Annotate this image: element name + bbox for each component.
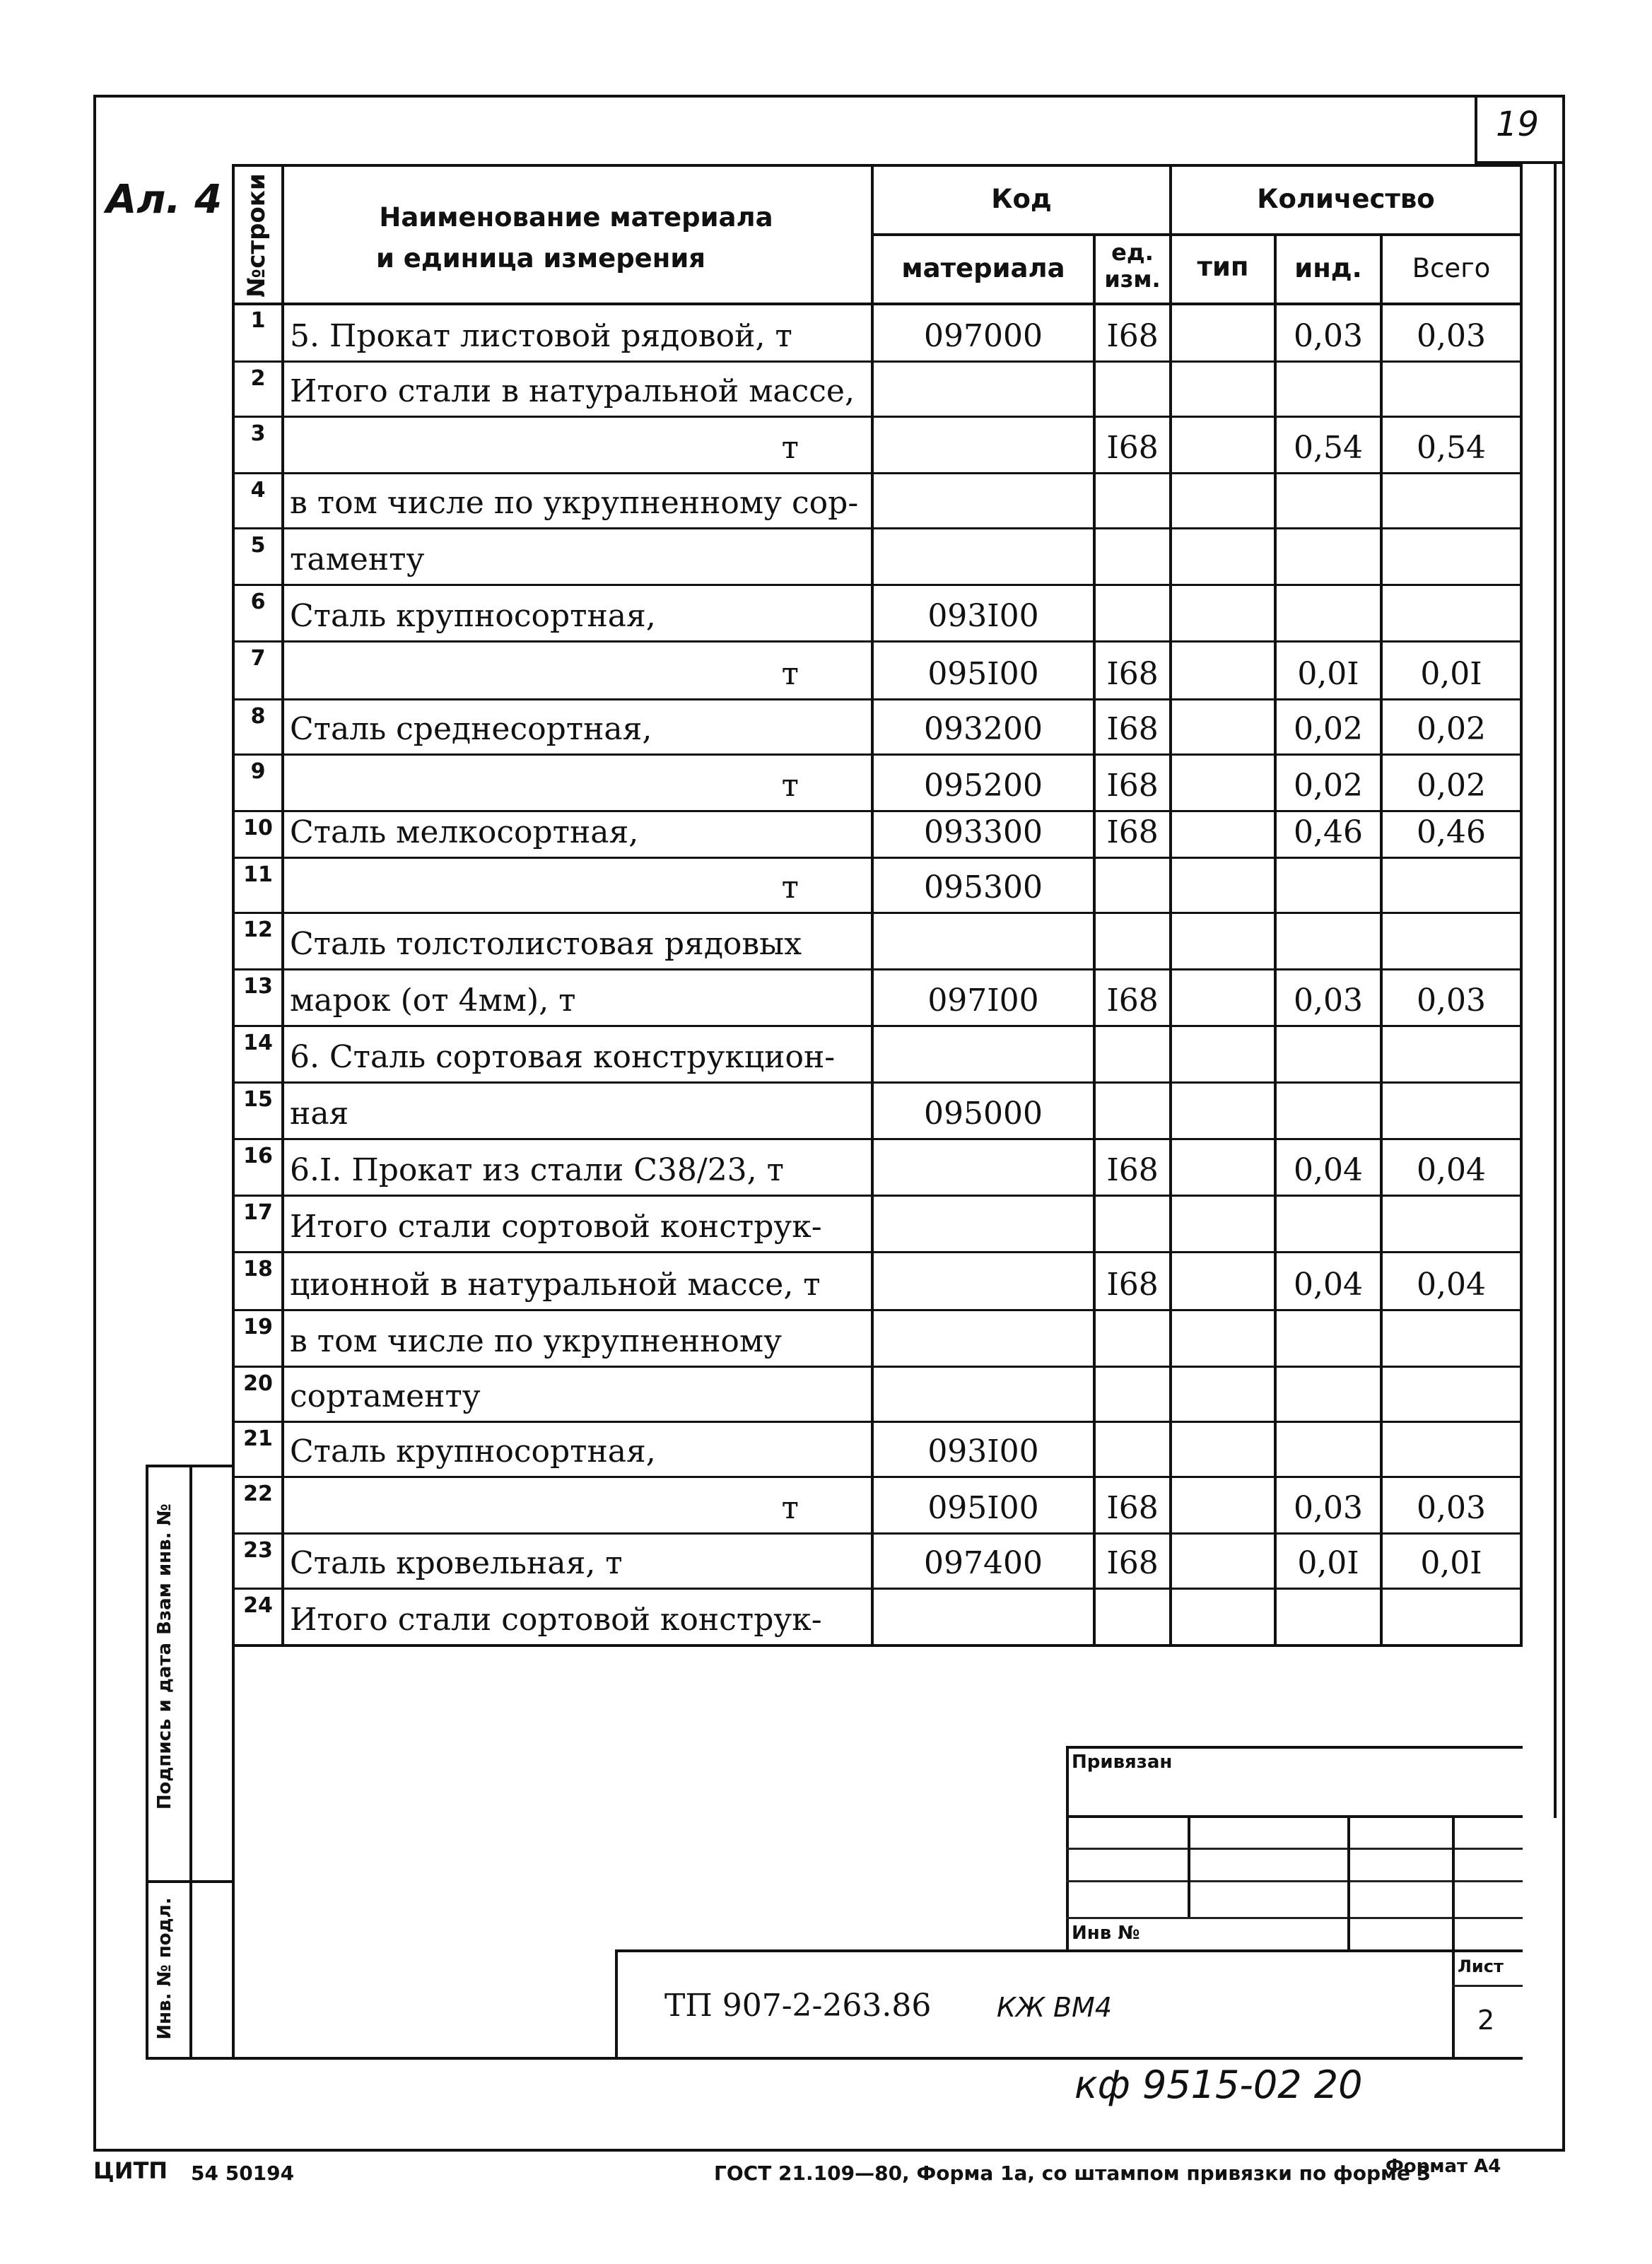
cell-code: 095300 — [924, 869, 1043, 905]
cell-ind: 0,04 — [1294, 1267, 1363, 1303]
cell-ind: 0,46 — [1294, 814, 1363, 850]
cell-name: 6.I. Прокат из стали С38/23, т — [290, 1152, 784, 1188]
header-quantity: Количество — [1257, 184, 1435, 214]
cell-name: 5. Прокат листовой рядовой, т — [290, 318, 792, 354]
cell-total: 0,03 — [1417, 318, 1486, 354]
cell-code: 095I00 — [927, 1490, 1039, 1526]
cell-no: 1 — [250, 308, 266, 333]
cell-no: 13 — [243, 974, 273, 999]
cell-unit: I68 — [1106, 656, 1159, 692]
cell-name: Сталь крупносортная, — [290, 598, 656, 634]
cell-no: 24 — [243, 1593, 273, 1618]
cell-no: 17 — [243, 1200, 273, 1225]
cell-no: 8 — [250, 704, 266, 729]
stamp-inv-no: Инв № — [1072, 1923, 1140, 1944]
cell-name: Сталь мелкосортная, — [290, 814, 639, 850]
cell-name: в том числе по укрупненному сор- — [290, 485, 859, 521]
cell-no: 12 — [243, 917, 273, 942]
side-replace-inv: Взам инв. № — [154, 1503, 175, 1635]
archive-number: кф 9515-02 20 — [1074, 2063, 1363, 2107]
cell-code: 093200 — [924, 711, 1043, 747]
cell-code: 093I00 — [927, 598, 1039, 634]
cell-name: ная — [290, 1096, 349, 1132]
cell-name: таменту — [290, 541, 425, 577]
cell-unit: I68 — [1106, 318, 1159, 354]
cell-unit: I68 — [1106, 711, 1159, 747]
cell-unit: I68 — [1106, 430, 1159, 466]
cell-name: Сталь толстолистовая рядовых — [290, 926, 802, 962]
cell-name: т — [781, 869, 799, 905]
cell-name: Итого стали сортовой конструк- — [290, 1602, 822, 1638]
cell-ind: 0,03 — [1294, 983, 1363, 1019]
cell-no: 3 — [250, 421, 266, 446]
footer-left: ЦИТП — [93, 2157, 168, 2184]
cell-name: т — [781, 1490, 799, 1526]
footer-left-number: 54 50194 — [191, 2162, 295, 2185]
cell-code: 095200 — [924, 768, 1043, 804]
header-qty-total: Всего — [1412, 253, 1491, 283]
header-code-unit-1: ед. — [1111, 239, 1154, 266]
footer-format: Формат А4 — [1386, 2156, 1501, 2177]
header-code-material: материала — [901, 253, 1065, 283]
cell-ind: 0,54 — [1294, 430, 1363, 466]
stamp-attached: Привязан — [1072, 1752, 1173, 1773]
stamp-sheet-label: Лист — [1458, 1957, 1504, 1976]
cell-no: 15 — [243, 1087, 273, 1112]
cell-no: 10 — [243, 816, 273, 840]
cell-code: 097I00 — [927, 983, 1039, 1019]
cell-unit: I68 — [1106, 1490, 1159, 1526]
cell-total: 0,02 — [1417, 711, 1486, 747]
cell-code: 093I00 — [927, 1433, 1039, 1470]
cell-ind: 0,03 — [1294, 1490, 1363, 1526]
cell-code: 093300 — [924, 814, 1043, 850]
cell-name: ционной в натуральной массе, т — [290, 1267, 821, 1303]
cell-total: 0,54 — [1417, 430, 1486, 466]
cell-name: в том числе по укрупненному — [290, 1323, 783, 1359]
cell-total: 0,03 — [1417, 1490, 1486, 1526]
cell-total: 0,46 — [1417, 814, 1486, 850]
cell-no: 7 — [250, 646, 266, 671]
side-inv-orig: Инв. № подл. — [154, 1897, 175, 2040]
cell-no: 6 — [250, 590, 266, 614]
cell-total: 0,0I — [1420, 656, 1482, 692]
corner-annotation: Ал. 4 — [106, 177, 223, 223]
footer-gost: ГОСТ 21.109—80, Форма 1а, со штампом привязки по форме 3 — [714, 2162, 1431, 2185]
cell-no: 20 — [243, 1371, 273, 1396]
header-code: Код — [991, 184, 1052, 214]
cell-name: т — [781, 656, 799, 692]
cell-name: Сталь крупносортная, — [290, 1433, 656, 1470]
header-qty-ind: инд. — [1294, 253, 1362, 283]
sheet-number: 19 — [1496, 105, 1540, 144]
cell-no: 11 — [243, 862, 273, 887]
cell-ind: 0,0I — [1297, 656, 1359, 692]
cell-code: 097000 — [924, 318, 1043, 354]
cell-name: т — [781, 768, 799, 804]
cell-unit: I68 — [1106, 1267, 1159, 1303]
cell-ind: 0,0I — [1297, 1545, 1359, 1581]
cell-total: 0,0I — [1420, 1545, 1482, 1581]
cell-no: 9 — [250, 759, 266, 784]
header-row-number: №строки — [242, 173, 271, 298]
cell-code: 095I00 — [927, 656, 1039, 692]
cell-unit: I68 — [1106, 983, 1159, 1019]
cell-ind: 0,03 — [1294, 318, 1363, 354]
cell-code: 097400 — [924, 1545, 1043, 1581]
cell-name: Сталь кровельная, т — [290, 1545, 623, 1581]
cell-no: 4 — [250, 478, 266, 503]
cell-name: Сталь среднесортная, — [290, 711, 652, 747]
cell-no: 22 — [243, 1482, 273, 1506]
cell-name: сортаменту — [290, 1378, 481, 1414]
cell-no: 2 — [250, 366, 266, 391]
cell-ind: 0,02 — [1294, 711, 1363, 747]
cell-no: 5 — [250, 533, 266, 558]
cell-unit: I68 — [1106, 1152, 1159, 1188]
cell-unit: I68 — [1106, 768, 1159, 804]
header-name-line1: Наименование материала — [379, 202, 773, 233]
side-sign-date: Подпись и дата — [154, 1642, 175, 1810]
cell-name: Итого стали в натуральной массе, — [290, 373, 855, 409]
stamp-designation: ТП 907-2-263.86 — [664, 1988, 932, 2024]
cell-total: 0,04 — [1417, 1267, 1486, 1303]
cell-name: 6. Сталь сортовая конструкцион- — [290, 1039, 836, 1075]
cell-name: т — [781, 430, 799, 466]
cell-no: 18 — [243, 1257, 273, 1281]
cell-name: Итого стали сортовой конструк- — [290, 1209, 822, 1245]
cell-ind: 0,04 — [1294, 1152, 1363, 1188]
cell-no: 23 — [243, 1538, 273, 1563]
cell-no: 16 — [243, 1144, 273, 1168]
cell-code: 095000 — [924, 1096, 1043, 1132]
cell-ind: 0,02 — [1294, 768, 1363, 804]
cell-name: марок (от 4мм), т — [290, 983, 576, 1019]
cell-unit: I68 — [1106, 814, 1159, 850]
cell-total: 0,03 — [1417, 983, 1486, 1019]
cell-no: 21 — [243, 1426, 273, 1451]
cell-no: 19 — [243, 1315, 273, 1339]
header-qty-type: тип — [1197, 252, 1249, 282]
stamp-sheet-value: 2 — [1477, 2005, 1495, 2036]
header-name-line2: и единица измерения — [375, 243, 706, 274]
cell-no: 14 — [243, 1031, 273, 1055]
stamp-designation-suffix: КЖ ВМ4 — [997, 1992, 1113, 2023]
cell-total: 0,04 — [1417, 1152, 1486, 1188]
header-code-unit-2: изм. — [1104, 266, 1161, 293]
cell-unit: I68 — [1106, 1545, 1159, 1581]
cell-total: 0,02 — [1417, 768, 1486, 804]
